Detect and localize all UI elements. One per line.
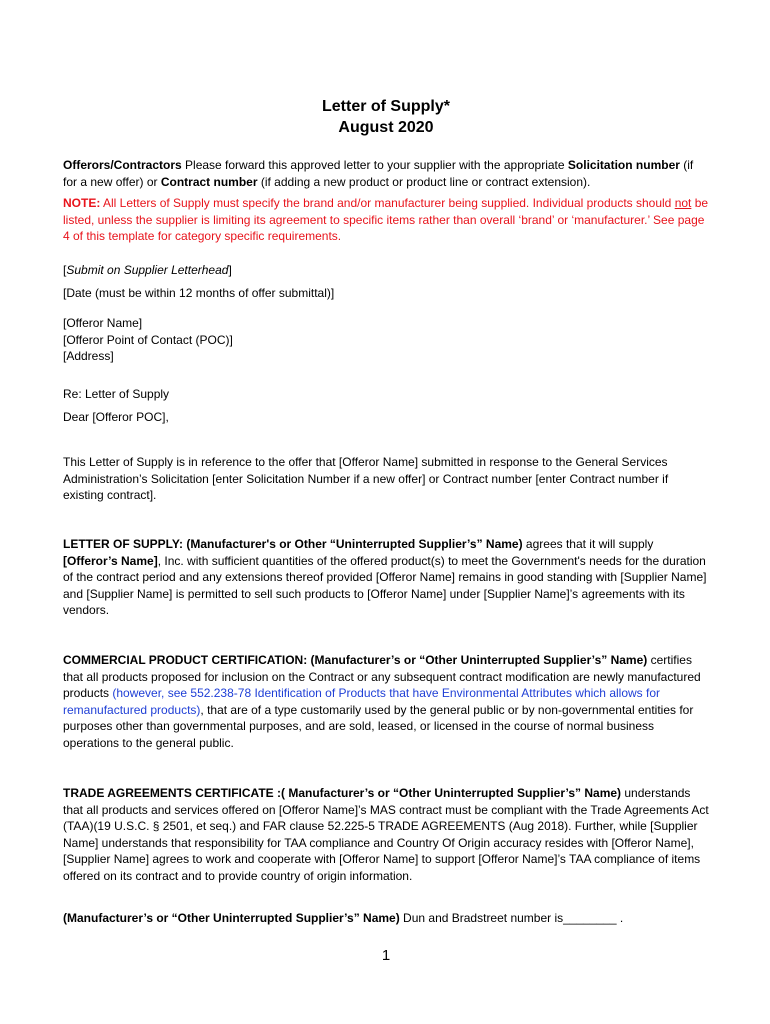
intro-paragraph bbox=[63, 157, 709, 190]
letter-of-supply-heading: LETTER OF SUPPLY: (Manufacturer's or Other “Uninterrupted Supplier’s” Name) bbox=[63, 537, 523, 551]
offeror-name-bold: [Offeror’s Name] bbox=[63, 553, 158, 568]
trade-agreements-paragraph bbox=[63, 785, 709, 885]
commercial-certification-heading: COMMERCIAL PRODUCT CERTIFICATION: (Manufacturer’s or “Other Uninterrupted Supplier’s” Name) bbox=[63, 653, 648, 667]
solicitation-number-label: Solicitation number bbox=[567, 158, 680, 172]
note-text-1: All Letters of Supply must specify the brand and/or manufacturer being supplied. Individual products should bbox=[100, 196, 675, 210]
offeror-poc-line: [Offeror Point of Contact (POC)] bbox=[63, 332, 233, 347]
salutation: Dear [Offeror POC], bbox=[63, 410, 169, 424]
duns-text: Dun and Bradstreet number is________ . bbox=[399, 911, 624, 925]
note-paragraph bbox=[63, 195, 709, 245]
letter-of-supply-text-2: , Inc. with sufficient quantities of the offered product(s) to meet the Government's needs for the duration of the contract period and any extensions thereof provided [Offeror Name] remains in good standing with [Supplier Name] and [Supplier Name] is permitted to sell such products to [Offeror Name] under [Supplier Name]’s agreements with its vendors. bbox=[63, 553, 707, 618]
offerors-label: Offerors/Contractors bbox=[63, 158, 182, 172]
duns-paragraph bbox=[63, 910, 709, 927]
offeror-address-block bbox=[63, 315, 709, 365]
letter-of-supply-paragraph bbox=[63, 536, 709, 619]
offeror-address-line: [Address] bbox=[63, 349, 114, 364]
letterhead-close-bracket: ] bbox=[228, 263, 232, 277]
document-title bbox=[63, 96, 709, 138]
trade-agreements-heading: TRADE AGREEMENTS CERTIFICATE :( Manufacturer’s or “Other Uninterrupted Supplier’s” Name) bbox=[63, 786, 622, 800]
letter-of-supply-text-1: agrees that it will supply bbox=[522, 537, 654, 551]
intro-text-1: Please forward this approved letter to your supplier with the appropriate bbox=[181, 158, 568, 172]
contract-number-label: Contract number bbox=[160, 174, 258, 189]
title-line-1: Letter of Supply* bbox=[321, 98, 450, 115]
note-underlined-word: not bbox=[674, 196, 692, 210]
commercial-text-1: certifies that all products proposed for inclusion on the Contract or any subsequent contract modification are newly manufactured products bbox=[63, 653, 701, 701]
document-page bbox=[63, 0, 709, 1024]
note-text-2: be listed, unless the supplier is limiting its agreement to specific items rather than overall ‘brand’ or ‘manufacturer.’ See page 4 of this template for category specific requirements. bbox=[63, 196, 709, 244]
title-line-2: August 2020 bbox=[338, 119, 434, 136]
date-line: [Date (must be within 12 months of offer submittal)] bbox=[63, 286, 335, 300]
letterhead-open-bracket: [ bbox=[63, 263, 67, 277]
remanufactured-products-note: (however, see 552.238-78 Identification of Products that have Environmental Attributes which allows for remanufactured products) bbox=[63, 686, 660, 717]
page-number: 1 bbox=[381, 947, 391, 964]
trade-agreements-text: understands that all products and services offered on [Offeror Name]’s MAS contract must be compliant with the Trade Agreements Act (TAA)(19 U.S.C. § 2501, et seq.) and FAR clause 52.225-5 TRADE AGREEMENTS (Aug 2018). Further, while [Supplier Name] understands that responsibility for TAA compliance and Country Of Origin accuracy resides with [Offeror Name], [Supplier Name] agrees to work and cooperate with [Offeror Name] to support [Offeror Name]’s TAA compliance of items offered on its contract and to provide country of origin information. bbox=[63, 786, 709, 883]
intro-text-3: (if adding a new product or product line or contract extension). bbox=[257, 174, 591, 189]
letterhead-instruction bbox=[63, 262, 709, 279]
re-line: Re: Letter of Supply bbox=[63, 387, 170, 401]
commercial-certification-paragraph bbox=[63, 652, 709, 752]
note-label: NOTE: bbox=[63, 196, 101, 210]
letterhead-italic-text: Submit on Supplier Letterhead bbox=[66, 263, 229, 277]
reference-paragraph: This Letter of Supply is in reference to the offer that [Offeror Name] submitted in response to the General Services Administration’s Solicitation [enter Solicitation Number if a new offer] or Contract number [enter Contract number if existing contract]. bbox=[63, 455, 669, 503]
intro-text-2: (if for a new offer) or bbox=[63, 158, 694, 189]
duns-heading: (Manufacturer’s or “Other Uninterrupted Supplier’s” Name) bbox=[63, 911, 400, 925]
commercial-text-2: , that are of a type customarily used by the general public or by non-governmental entities for purposes other than governmental purposes, and are sold, leased, or licensed in the course of normal business operations to the general public. bbox=[63, 702, 694, 750]
offeror-name-line: [Offeror Name] bbox=[63, 316, 143, 330]
